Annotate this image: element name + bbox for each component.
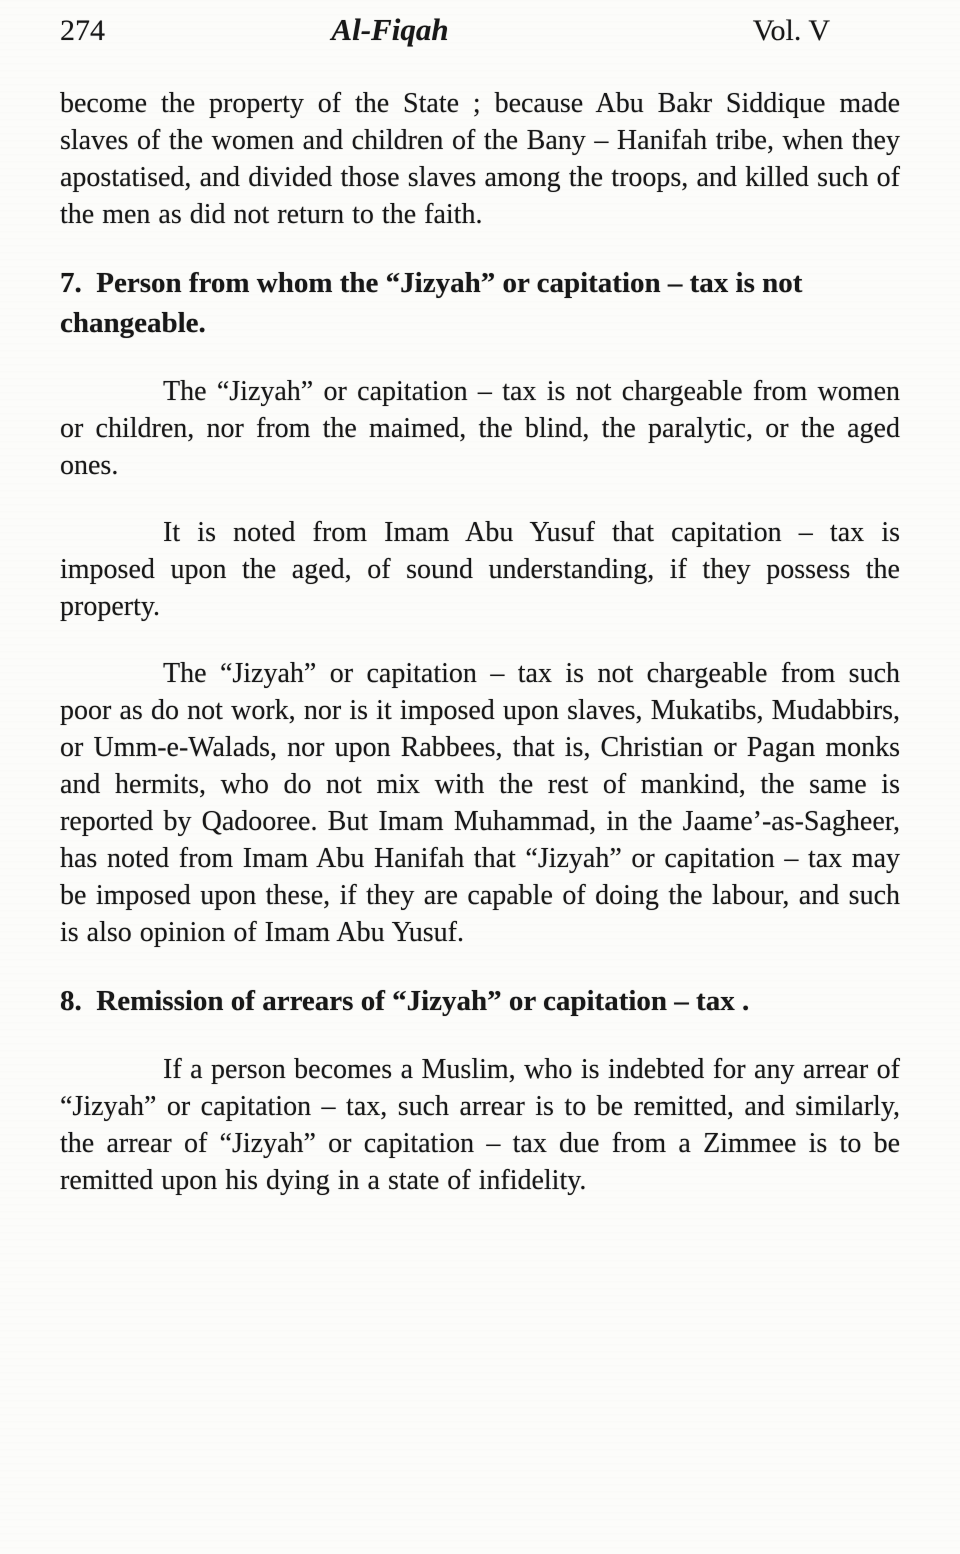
paragraph: If a person becomes a Muslim, who is indebted for any arrear of “Jizyah” or capitation – tax, such arrear is to be remitted, and similarly, the arrear of “Jizyah” or capitation – tax due from a Zimmee is to be remitted upon his dying in a state of infidelity. xyxy=(60,1054,900,1196)
book-title: Al-Fiqah xyxy=(331,12,449,47)
section-heading: 8. Remission of arrears of “Jizyah” or capitation – tax . xyxy=(60,985,750,1017)
volume-label: Vol. V xyxy=(752,14,831,47)
paragraph: become the property of the State ; because Abu Bakr Siddique made slaves of the women and children of the Bany – Hanifah tribe, when they apostatised, and divided those slaves among the troops, and killed such of the men as did not return to the faith. xyxy=(60,88,900,230)
paragraph: The “Jizyah” or capitation – tax is not chargeable from such poor as do not work, nor is it imposed upon slaves, Mukatibs, Mudabbirs, or Umm-e-Walads, nor upon Rabbees, that is, Christian or Pagan monks and hermits, who do not mix with the rest of mankind, the same is reported by Qadooree. But Imam Muhammad, in the Jaame’-as-Sagheer, has noted from Imam Abu Hanifah that “Jizyah” or capitation – tax may be imposed upon these, if they are capable of doing the labour, and such is also opinion of Imam Abu Yusuf. xyxy=(60,658,900,948)
paragraph: The “Jizyah” or capitation – tax is not chargeable from women or children, nor from the maimed, the blind, the paralytic, or the aged ones. xyxy=(60,376,900,481)
page-header xyxy=(0,0,960,49)
page-number: 274 xyxy=(60,14,105,47)
paragraph: It is noted from Imam Abu Yusuf that capitation – tax is imposed upon the aged, of sound understanding, if they possess the property. xyxy=(60,517,900,622)
section-heading: 7. Person from whom the “Jizyah” or capitation – tax is not changeable. xyxy=(60,267,803,339)
page-body xyxy=(0,49,960,1199)
